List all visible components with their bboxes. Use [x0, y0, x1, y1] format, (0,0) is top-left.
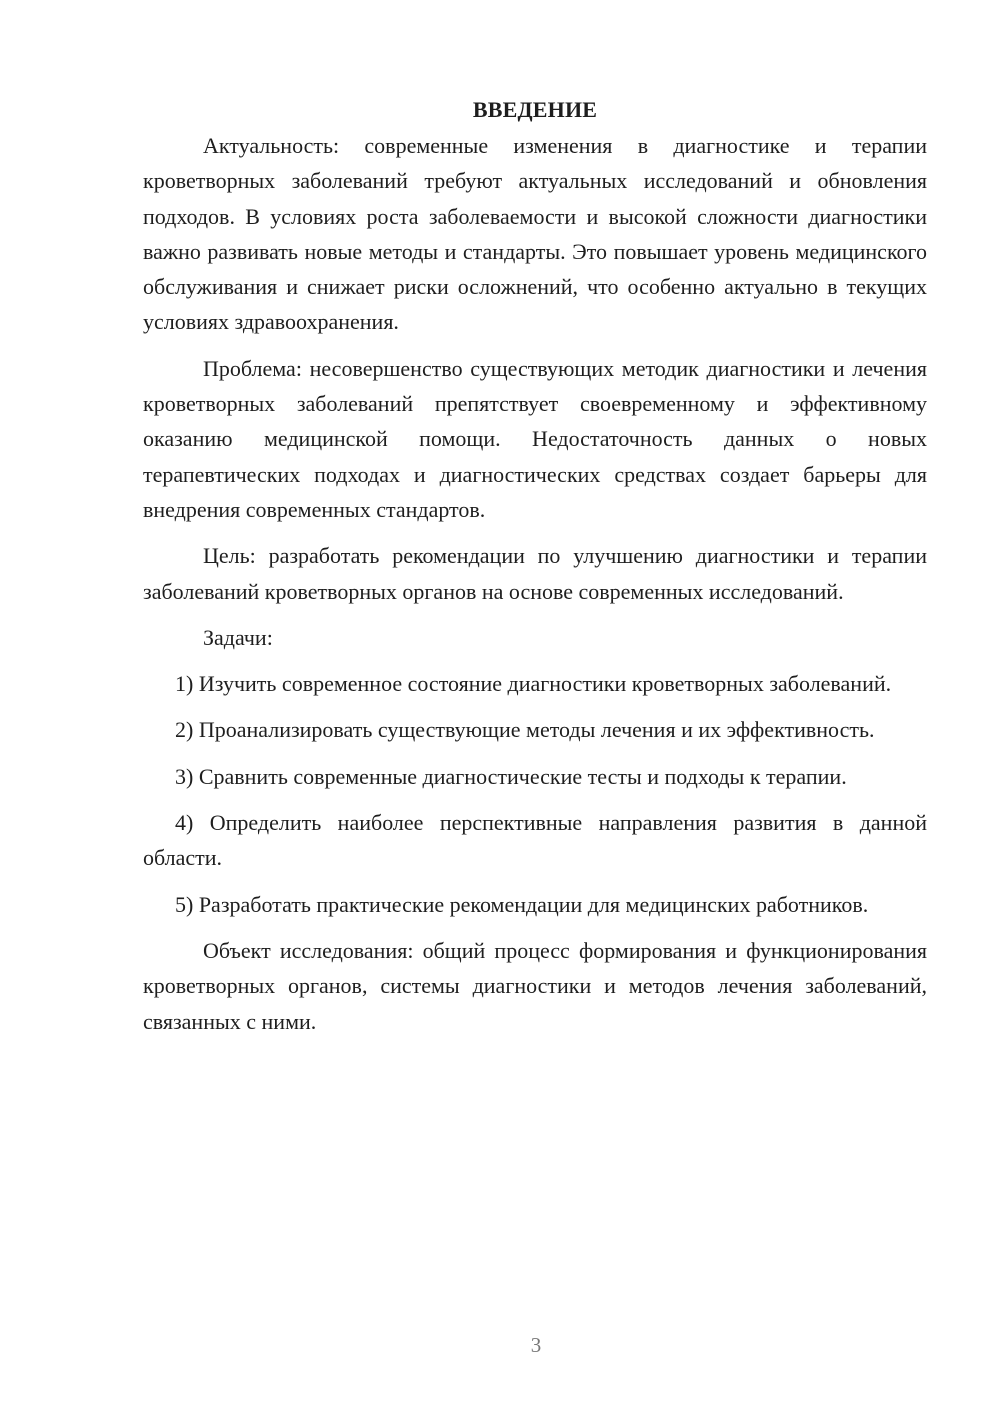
page-number: 3 [530, 1333, 542, 1357]
task-item: 3) Сравнить современные диагностические тесты и подходы к терапии. [175, 763, 847, 789]
goal-paragraph: Цель: разработать рекомендации по улучшению диагностики и терапии заболеваний кроветворных органов на основе современных исследований. [143, 543, 927, 604]
tasks-heading: Задачи: [203, 624, 273, 650]
problem-paragraph: Проблема: несовершенство существующих методик диагностики и лечения кроветворных заболеваний препятствует своевременному и эффективному оказанию медицинской помощи. Недостаточность данных о новых терапевтических подходах и диагностических средствах создает барьеры для внедрения современных стандартов. [143, 355, 927, 522]
task-item: 5) Разработать практические рекомендации для медицинских работников. [175, 891, 869, 917]
page-content [143, 90, 927, 1050]
task-item: 2) Проанализировать существующие методы лечения и их эффективность. [175, 717, 875, 743]
relevance-paragraph: Актуальность: современные изменения в диагностике и терапии кроветворных заболеваний требуют актуальных исследований и обновления подходов. В условиях роста заболеваемости и высокой сложности диагностики важно развивать новые методы и стандарты. Это повышает уровень медицинского обслуживания и снижает риски осложнений, что особенно актуально в текущих условиях здравоохранения. [143, 133, 927, 335]
task-item: 4) Определить наиболее перспективные направления развития в данной области. [143, 810, 927, 871]
task-item: 1) Изучить современное состояние диагностики кроветворных заболеваний. [175, 671, 892, 697]
object-paragraph: Объект исследования: общий процесс формирования и функционирования кроветворных органов, системы диагностики и методов лечения заболеваний, связанных с ними. [143, 937, 927, 1034]
section-title: ВВЕДЕНИЕ [472, 97, 598, 122]
